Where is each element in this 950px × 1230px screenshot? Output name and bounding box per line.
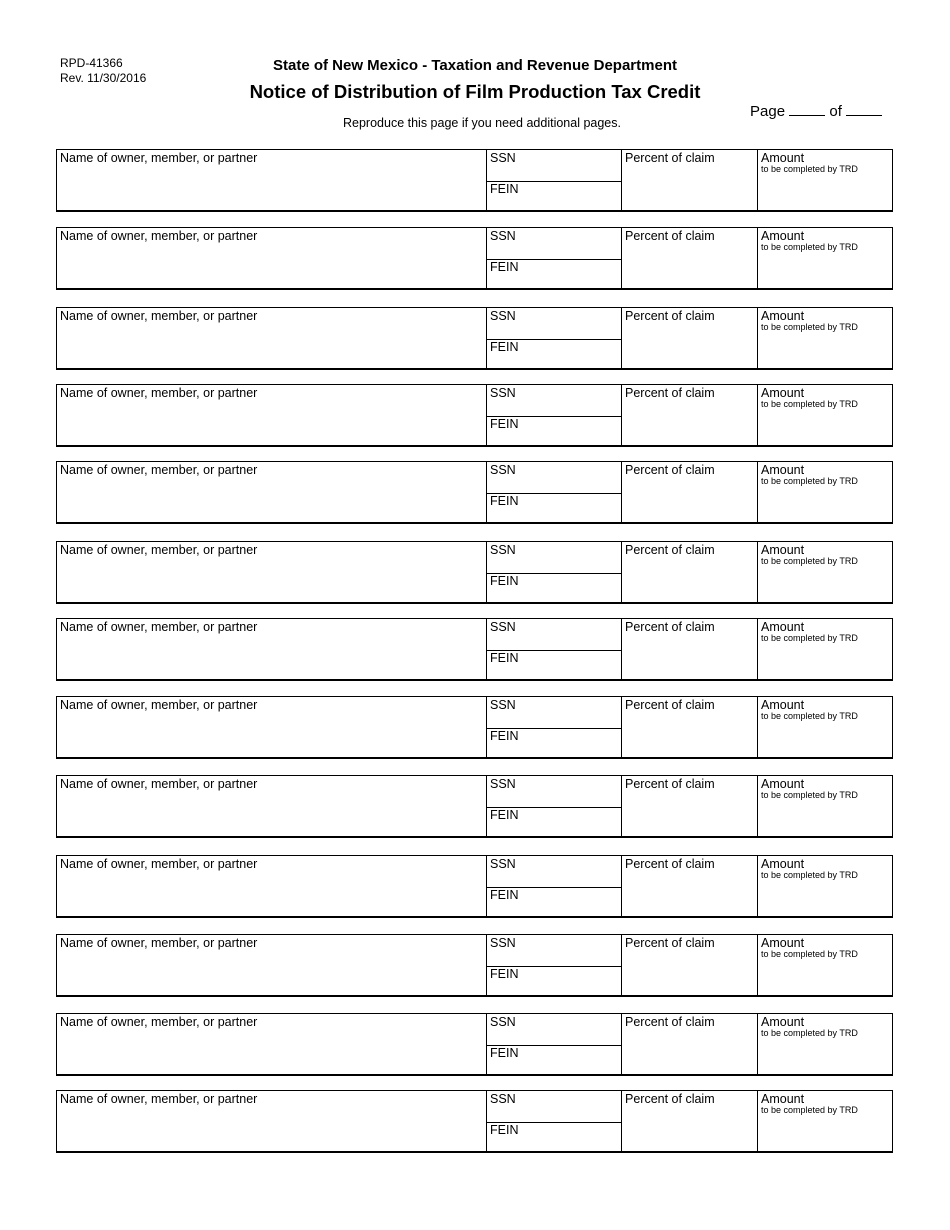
percent-input[interactable] — [626, 1111, 752, 1147]
amount-note: to be completed by TRD — [761, 1028, 858, 1038]
ssn-input[interactable] — [491, 323, 616, 338]
amount-cell — [758, 542, 892, 602]
fein-input[interactable] — [491, 1060, 616, 1074]
owner-name-cell — [57, 1091, 487, 1151]
amount-label: Amount — [761, 1015, 805, 1029]
owner-name-input[interactable] — [61, 639, 481, 675]
fein-label: FEIN — [490, 888, 519, 902]
ssn-input[interactable] — [491, 243, 616, 258]
percent-input[interactable] — [626, 876, 752, 912]
id-cell — [487, 1014, 622, 1074]
ssn-subcell — [487, 542, 621, 574]
fein-input[interactable] — [491, 508, 616, 522]
owner-name-input[interactable] — [61, 328, 481, 364]
fein-label: FEIN — [490, 182, 519, 196]
fein-input[interactable] — [491, 665, 616, 679]
percent-input[interactable] — [626, 1034, 752, 1070]
percent-label: Percent of claim — [625, 543, 715, 557]
owner-name-cell — [57, 385, 487, 445]
percent-input[interactable] — [626, 639, 752, 675]
instruction-text: Reproduce this page if you need additional pages. — [343, 116, 621, 130]
amount-note: to be completed by TRD — [761, 476, 858, 486]
percent-label: Percent of claim — [625, 386, 715, 400]
ssn-input[interactable] — [491, 791, 616, 806]
percent-cell — [622, 935, 758, 995]
percent-label: Percent of claim — [625, 857, 715, 871]
percent-label: Percent of claim — [625, 229, 715, 243]
distribution-row — [56, 1090, 893, 1153]
distribution-row — [56, 696, 893, 759]
amount-note: to be completed by TRD — [761, 790, 858, 800]
ssn-subcell — [487, 776, 621, 808]
amount-cell — [758, 150, 892, 210]
ssn-subcell — [487, 619, 621, 651]
percent-label: Percent of claim — [625, 309, 715, 323]
ssn-label: SSN — [490, 151, 516, 165]
fein-label: FEIN — [490, 967, 519, 981]
owner-name-input[interactable] — [61, 876, 481, 912]
id-cell — [487, 856, 622, 916]
fein-label: FEIN — [490, 729, 519, 743]
percent-input[interactable] — [626, 482, 752, 518]
fein-input[interactable] — [491, 354, 616, 368]
ssn-label: SSN — [490, 543, 516, 557]
percent-label: Percent of claim — [625, 620, 715, 634]
amount-label: Amount — [761, 463, 805, 477]
id-cell — [487, 542, 622, 602]
amount-cell — [758, 856, 892, 916]
fein-label: FEIN — [490, 651, 519, 665]
amount-label: Amount — [761, 229, 805, 243]
percent-cell — [622, 462, 758, 522]
ssn-label: SSN — [490, 386, 516, 400]
percent-input[interactable] — [626, 248, 752, 284]
percent-input[interactable] — [626, 405, 752, 441]
owner-name-label: Name of owner, member, or partner — [60, 777, 258, 791]
amount-input[interactable] — [762, 647, 887, 675]
ssn-label: SSN — [490, 463, 516, 477]
agency-heading: State of New Mexico - Taxation and Revenue Department — [273, 57, 677, 74]
distribution-row — [56, 855, 893, 918]
amount-note: to be completed by TRD — [761, 633, 858, 643]
fein-input[interactable] — [491, 431, 616, 445]
owner-name-label: Name of owner, member, or partner — [60, 543, 258, 557]
amount-input[interactable] — [762, 336, 887, 364]
amount-input[interactable] — [762, 256, 887, 284]
percent-input[interactable] — [626, 328, 752, 364]
amount-input[interactable] — [762, 570, 887, 598]
ssn-subcell — [487, 150, 621, 182]
ssn-input[interactable] — [491, 165, 616, 180]
owner-name-input[interactable] — [61, 482, 481, 518]
of-label: of — [829, 103, 842, 120]
amount-label: Amount — [761, 620, 805, 634]
fein-label: FEIN — [490, 808, 519, 822]
ssn-label: SSN — [490, 309, 516, 323]
owner-name-label: Name of owner, member, or partner — [60, 309, 258, 323]
ssn-label: SSN — [490, 1015, 516, 1029]
amount-cell — [758, 308, 892, 368]
owner-name-label: Name of owner, member, or partner — [60, 698, 258, 712]
distribution-row — [56, 307, 893, 370]
amount-cell — [758, 619, 892, 679]
distribution-row — [56, 384, 893, 447]
amount-label: Amount — [761, 857, 805, 871]
ssn-label: SSN — [490, 620, 516, 634]
owner-name-input[interactable] — [61, 1034, 481, 1070]
percent-input[interactable] — [626, 562, 752, 598]
form-number: RPD-41366 — [60, 56, 123, 70]
amount-label: Amount — [761, 543, 805, 557]
id-cell — [487, 308, 622, 368]
distribution-row — [56, 618, 893, 681]
fein-input[interactable] — [491, 822, 616, 836]
amount-label: Amount — [761, 1092, 805, 1106]
amount-input[interactable] — [762, 490, 887, 518]
fein-label: FEIN — [490, 1046, 519, 1060]
distribution-row — [56, 227, 893, 290]
ssn-input[interactable] — [491, 712, 616, 727]
owner-name-cell — [57, 619, 487, 679]
owner-name-input[interactable] — [61, 248, 481, 284]
distribution-row — [56, 461, 893, 524]
ssn-input[interactable] — [491, 1106, 616, 1121]
ssn-input[interactable] — [491, 950, 616, 965]
amount-input[interactable] — [762, 884, 887, 912]
distribution-row — [56, 1013, 893, 1076]
amount-label: Amount — [761, 936, 805, 950]
fein-input[interactable] — [491, 1137, 616, 1151]
ssn-subcell — [487, 308, 621, 340]
percent-cell — [622, 697, 758, 757]
owner-name-input[interactable] — [61, 717, 481, 753]
owner-name-label: Name of owner, member, or partner — [60, 463, 258, 477]
ssn-subcell — [487, 1014, 621, 1046]
amount-label: Amount — [761, 309, 805, 323]
owner-name-cell — [57, 776, 487, 836]
amount-input[interactable] — [762, 1042, 887, 1070]
owner-name-cell — [57, 228, 487, 288]
percent-cell — [622, 150, 758, 210]
amount-cell — [758, 776, 892, 836]
fein-input[interactable] — [491, 274, 616, 288]
owner-name-cell — [57, 542, 487, 602]
percent-label: Percent of claim — [625, 1015, 715, 1029]
distribution-row — [56, 934, 893, 997]
owner-name-cell — [57, 1014, 487, 1074]
fein-input[interactable] — [491, 196, 616, 210]
percent-cell — [622, 308, 758, 368]
percent-input[interactable] — [626, 717, 752, 753]
fein-input[interactable] — [491, 743, 616, 757]
percent-input[interactable] — [626, 796, 752, 832]
owner-name-cell — [57, 697, 487, 757]
percent-label: Percent of claim — [625, 936, 715, 950]
fein-input[interactable] — [491, 902, 616, 916]
page-total-field[interactable] — [846, 101, 882, 116]
page-title: Notice of Distribution of Film Production Tax Credit — [249, 81, 701, 102]
amount-input[interactable] — [762, 963, 887, 991]
distribution-row — [56, 541, 893, 604]
distribution-row — [56, 149, 893, 212]
percent-label: Percent of claim — [625, 151, 715, 165]
owner-name-label: Name of owner, member, or partner — [60, 620, 258, 634]
ssn-subcell — [487, 935, 621, 967]
amount-cell — [758, 462, 892, 522]
amount-cell — [758, 228, 892, 288]
percent-cell — [622, 542, 758, 602]
owner-name-label: Name of owner, member, or partner — [60, 936, 258, 950]
owner-name-input[interactable] — [61, 405, 481, 441]
ssn-input[interactable] — [491, 871, 616, 886]
fein-label: FEIN — [490, 574, 519, 588]
id-cell — [487, 228, 622, 288]
percent-cell — [622, 619, 758, 679]
distribution-row — [56, 775, 893, 838]
id-cell — [487, 935, 622, 995]
id-cell — [487, 385, 622, 445]
amount-note: to be completed by TRD — [761, 242, 858, 252]
amount-cell — [758, 697, 892, 757]
amount-input[interactable] — [762, 725, 887, 753]
amount-label: Amount — [761, 386, 805, 400]
ssn-subcell — [487, 462, 621, 494]
ssn-subcell — [487, 385, 621, 417]
owner-name-input[interactable] — [61, 1111, 481, 1147]
amount-input[interactable] — [762, 804, 887, 832]
percent-label: Percent of claim — [625, 463, 715, 477]
owner-name-label: Name of owner, member, or partner — [60, 151, 258, 165]
fein-input[interactable] — [491, 588, 616, 602]
ssn-subcell — [487, 228, 621, 260]
owner-name-cell — [57, 935, 487, 995]
amount-note: to be completed by TRD — [761, 870, 858, 880]
amount-label: Amount — [761, 151, 805, 165]
amount-label: Amount — [761, 698, 805, 712]
ssn-input[interactable] — [491, 634, 616, 649]
amount-cell — [758, 385, 892, 445]
owner-name-label: Name of owner, member, or partner — [60, 857, 258, 871]
ssn-input[interactable] — [491, 400, 616, 415]
owner-name-cell — [57, 150, 487, 210]
amount-note: to be completed by TRD — [761, 322, 858, 332]
ssn-label: SSN — [490, 857, 516, 871]
owner-name-label: Name of owner, member, or partner — [60, 229, 258, 243]
ssn-input[interactable] — [491, 477, 616, 492]
fein-label: FEIN — [490, 260, 519, 274]
id-cell — [487, 1091, 622, 1151]
page-number-field[interactable] — [789, 101, 825, 116]
percent-cell — [622, 385, 758, 445]
ssn-subcell — [487, 856, 621, 888]
percent-input[interactable] — [626, 170, 752, 206]
amount-note: to be completed by TRD — [761, 164, 858, 174]
amount-label: Amount — [761, 777, 805, 791]
ssn-input[interactable] — [491, 557, 616, 572]
ssn-subcell — [487, 697, 621, 729]
owner-name-label: Name of owner, member, or partner — [60, 386, 258, 400]
id-cell — [487, 150, 622, 210]
fein-label: FEIN — [490, 1123, 519, 1137]
fein-label: FEIN — [490, 494, 519, 508]
fein-label: FEIN — [490, 417, 519, 431]
percent-cell — [622, 776, 758, 836]
percent-label: Percent of claim — [625, 1092, 715, 1106]
id-cell — [487, 462, 622, 522]
percent-label: Percent of claim — [625, 777, 715, 791]
owner-name-input[interactable] — [61, 170, 481, 206]
amount-cell — [758, 1091, 892, 1151]
amount-input[interactable] — [762, 1119, 887, 1147]
form-revision: Rev. 11/30/2016 — [60, 71, 147, 85]
amount-input[interactable] — [762, 178, 887, 206]
ssn-label: SSN — [490, 698, 516, 712]
amount-note: to be completed by TRD — [761, 1105, 858, 1115]
owner-name-input[interactable] — [61, 562, 481, 598]
percent-cell — [622, 1091, 758, 1151]
ssn-label: SSN — [490, 229, 516, 243]
owner-name-cell — [57, 462, 487, 522]
ssn-subcell — [487, 1091, 621, 1123]
percent-label: Percent of claim — [625, 698, 715, 712]
amount-note: to be completed by TRD — [761, 399, 858, 409]
owner-name-label: Name of owner, member, or partner — [60, 1015, 258, 1029]
owner-name-input[interactable] — [61, 955, 481, 991]
amount-note: to be completed by TRD — [761, 949, 858, 959]
id-cell — [487, 697, 622, 757]
page-label: Page — [750, 103, 786, 120]
fein-input[interactable] — [491, 981, 616, 995]
owner-name-cell — [57, 856, 487, 916]
owner-name-input[interactable] — [61, 796, 481, 832]
percent-cell — [622, 228, 758, 288]
amount-note: to be completed by TRD — [761, 556, 858, 566]
owner-name-label: Name of owner, member, or partner — [60, 1092, 258, 1106]
amount-cell — [758, 935, 892, 995]
percent-cell — [622, 1014, 758, 1074]
percent-cell — [622, 856, 758, 916]
ssn-label: SSN — [490, 936, 516, 950]
id-cell — [487, 619, 622, 679]
percent-input[interactable] — [626, 955, 752, 991]
fein-label: FEIN — [490, 340, 519, 354]
id-cell — [487, 776, 622, 836]
amount-cell — [758, 1014, 892, 1074]
ssn-label: SSN — [490, 777, 516, 791]
amount-input[interactable] — [762, 413, 887, 441]
ssn-label: SSN — [490, 1092, 516, 1106]
amount-note: to be completed by TRD — [761, 711, 858, 721]
owner-name-cell — [57, 308, 487, 368]
ssn-input[interactable] — [491, 1029, 616, 1044]
